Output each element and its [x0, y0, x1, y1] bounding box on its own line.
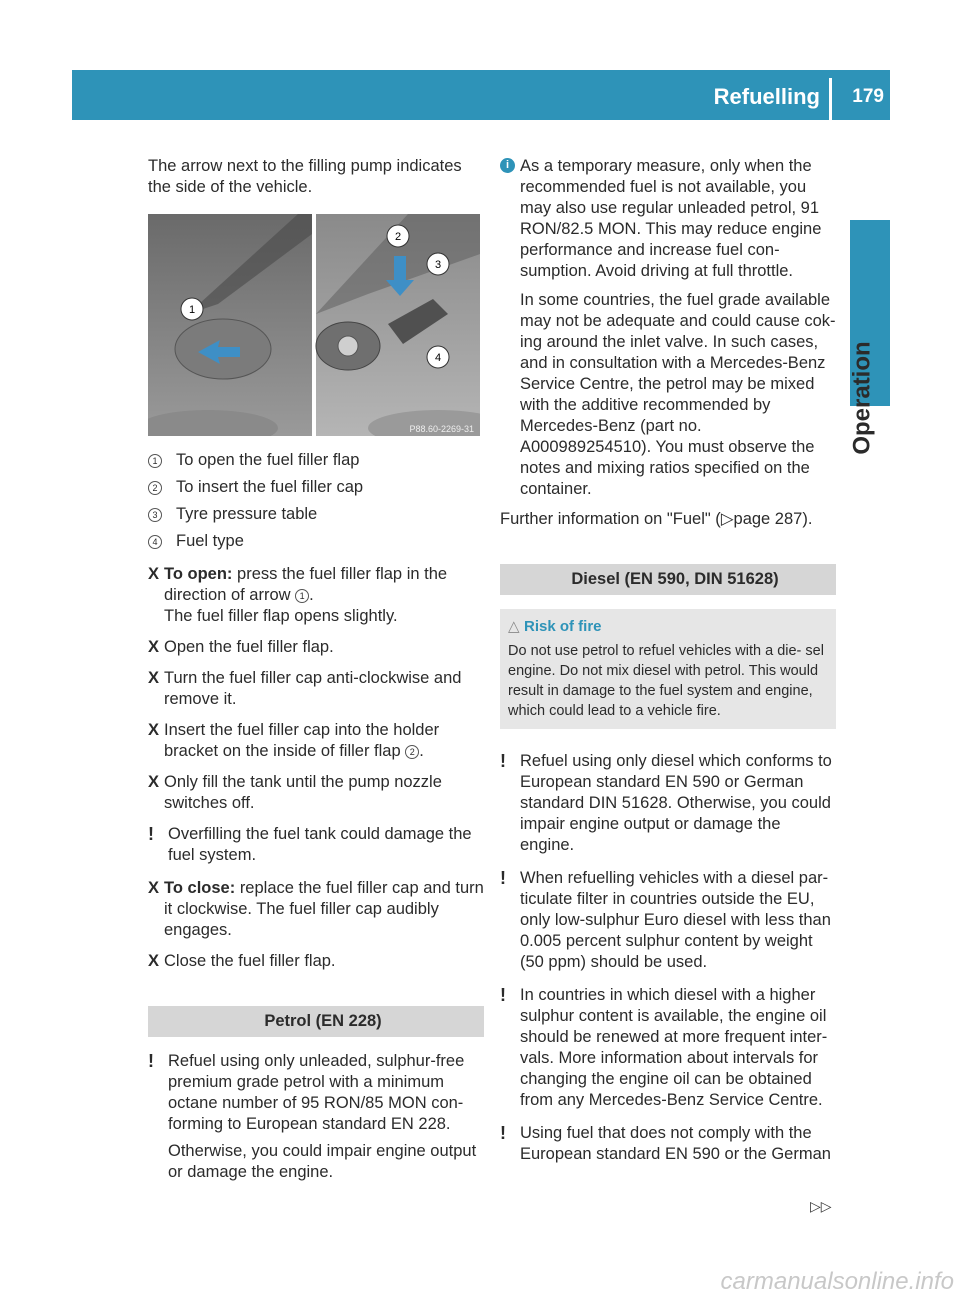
step-close	[148, 878, 484, 941]
step-marker-icon: X	[148, 952, 160, 970]
exclamation-icon: !	[500, 868, 506, 888]
callout-2-label: 2	[394, 231, 402, 243]
note-text: Using fuel that does not comply with the European standard EN 590 or the German	[520, 1124, 831, 1163]
further-text: Further information on "Fuel" (	[500, 510, 721, 528]
legend-text: To insert the fuel filler cap	[176, 478, 364, 496]
diesel-note	[500, 751, 836, 856]
legend-text: To open the fuel filler flap	[176, 451, 360, 469]
further-info	[500, 509, 836, 530]
note-text: Refuel using only diesel which conforms to European standard EN 590 or German standard DIN 51628. Otherwise, you could impair engine output or damage the engine.	[520, 752, 832, 854]
step-text: Close the fuel filler flap.	[164, 952, 336, 970]
risk-title: Risk of fire	[524, 618, 602, 635]
fuel-flap-photo	[148, 214, 480, 436]
step-open-result: The fuel filler flap opens slightly.	[164, 607, 398, 625]
header-bar	[72, 70, 890, 120]
step-item	[148, 668, 484, 710]
inline-ref-1: 1	[295, 589, 309, 603]
exclamation-icon: !	[148, 1051, 154, 1071]
page-title: Refuelling	[713, 84, 820, 109]
exclamation-icon: !	[500, 751, 506, 771]
exclamation-icon: !	[500, 985, 506, 1005]
callout-4	[427, 346, 449, 368]
step-item	[148, 772, 484, 814]
step-marker-icon: X	[148, 565, 160, 583]
step-item	[148, 951, 484, 972]
right-column	[500, 156, 836, 1177]
note-text: When refuelling vehicles with a diesel par- ticulate filter in countries outside the EU, only low-sulphur Euro diesel with less than 0.005 percent sulphur content by weight (50 ppm) should be used.	[520, 869, 831, 971]
legend-text: Fuel type	[176, 532, 244, 550]
legend-item	[148, 531, 484, 552]
legend-number: 1	[148, 454, 162, 468]
callout-3-label: 3	[434, 259, 442, 271]
step-item	[148, 637, 484, 658]
further-page-link[interactable]: page 287).	[733, 510, 813, 528]
step-item: X Insert the fuel filler cap into the holder bracket on the inside of filler flap 2 .	[148, 721, 440, 760]
info-note	[500, 156, 836, 282]
legend-item	[148, 504, 484, 525]
info-text: As a temporary measure, only when the recommended fuel is not available, you may also use regular unleaded petrol, 91 RON/82.5 MON. This may reduce engine performance and increase fuel con- sumption. Avoid driving at full throttle.	[520, 157, 822, 280]
diesel-note	[500, 868, 836, 973]
diesel-heading-text: Diesel (EN 590, DIN 51628)	[571, 570, 779, 588]
legend-item	[148, 477, 484, 498]
exclamation-icon: !	[148, 824, 154, 844]
petrol-note-2: Otherwise, you could impair engine output or damage the engine.	[168, 1142, 477, 1181]
exclamation-icon: !	[500, 1123, 506, 1143]
note-text: Refuel using only unleaded, sulphur-free premium grade petrol with a minimum octane number of 95 RON/85 MON con- forming to European standard EN 228.	[168, 1052, 465, 1133]
petrol-heading	[148, 1006, 484, 1037]
step-marker-icon: X	[148, 638, 160, 656]
step-close-label: To close:	[164, 879, 236, 897]
warning-triangle-icon: △	[508, 618, 520, 635]
legend-text: Tyre pressure table	[176, 505, 318, 523]
callout-2	[387, 225, 409, 247]
diesel-note	[500, 985, 836, 1111]
risk-title-row	[508, 617, 828, 637]
step-open-label: To open:	[164, 565, 233, 583]
section-label-box	[848, 340, 888, 470]
petrol-note	[148, 1051, 484, 1135]
step-text: replace the fuel filler cap and turn it clockwise. The fuel filler cap audibly engages.	[164, 879, 484, 939]
diesel-heading	[500, 564, 836, 595]
photo-code: P88.60-2269-31	[409, 424, 474, 434]
risk-text: Do not use petrol to refuel vehicles with a die- sel engine. Do not mix diesel with petrol. This would result in damage to the fuel system and engine, which could lead to a vehicle fire.	[508, 643, 824, 719]
inline-ref-2: 2	[405, 745, 419, 759]
note-text: Overfilling the fuel tank could damage the fuel system.	[168, 825, 472, 864]
step-marker-icon: X	[148, 879, 160, 897]
page-number: 179	[852, 86, 884, 107]
step-marker-icon: X	[148, 721, 160, 739]
page-ref-icon: ▷	[720, 510, 734, 528]
info-text-2: In some countries, the fuel grade available may not be adequate and could cause cok- ing around the inlet valve. In such cases, and in consultation with a Mercedes-Benz Service Centre, the petrol may be mixed with the additive recommended by Mercedes-Benz (part no. A000989254510). You must observe the notes and mixing ratios specified on the container.	[520, 291, 836, 498]
legend-item	[148, 450, 484, 471]
risk-warning	[500, 609, 836, 729]
step-text: Only fill the tank until the pump nozzle switches off.	[164, 773, 442, 812]
callout-1	[181, 298, 203, 320]
callout-3	[427, 253, 449, 275]
header-separator	[829, 78, 832, 120]
diesel-note	[500, 1123, 836, 1165]
note-text: In countries in which diesel with a higher sulphur content is available, the engine oil should be renewed at more frequent inter- vals. More information about intervals for changing the engine oil can be obtained from any Mercedes-Benz Service Centre.	[520, 986, 828, 1109]
step-open: X To open: press the fuel filler flap in the direction of arrow 1 . The fuel filler flap opens slightly.	[148, 565, 448, 625]
section-label: Operation	[848, 341, 876, 455]
legend-number: 3	[148, 508, 162, 522]
step-marker-icon: X	[148, 773, 160, 791]
info-icon: i	[500, 158, 515, 173]
left-column	[148, 156, 484, 1192]
fuel-flap-illustration	[148, 214, 480, 436]
continue-icon: ▷▷	[810, 1198, 832, 1214]
watermark: carmanualsonline.info	[720, 1268, 954, 1295]
overfill-note	[148, 824, 484, 866]
step-text: Open the fuel filler flap.	[164, 638, 334, 656]
petrol-heading-text: Petrol (EN 228)	[264, 1012, 382, 1030]
step-marker-icon: X	[148, 669, 160, 687]
step-text: Insert the fuel filler cap into the holder bracket on the inside of filler flap	[164, 721, 440, 760]
step-text: Turn the fuel filler cap anti-clockwise and remove it.	[164, 669, 462, 708]
callout-4-label: 4	[434, 352, 442, 364]
step-open-text: press the fuel filler flap in the direction of arrow	[164, 565, 448, 604]
legend-number: 4	[148, 535, 162, 549]
intro-text: The arrow next to the filling pump indicates the side of the vehicle.	[148, 157, 462, 196]
legend-number: 2	[148, 481, 162, 495]
callout-1-label: 1	[188, 304, 196, 316]
